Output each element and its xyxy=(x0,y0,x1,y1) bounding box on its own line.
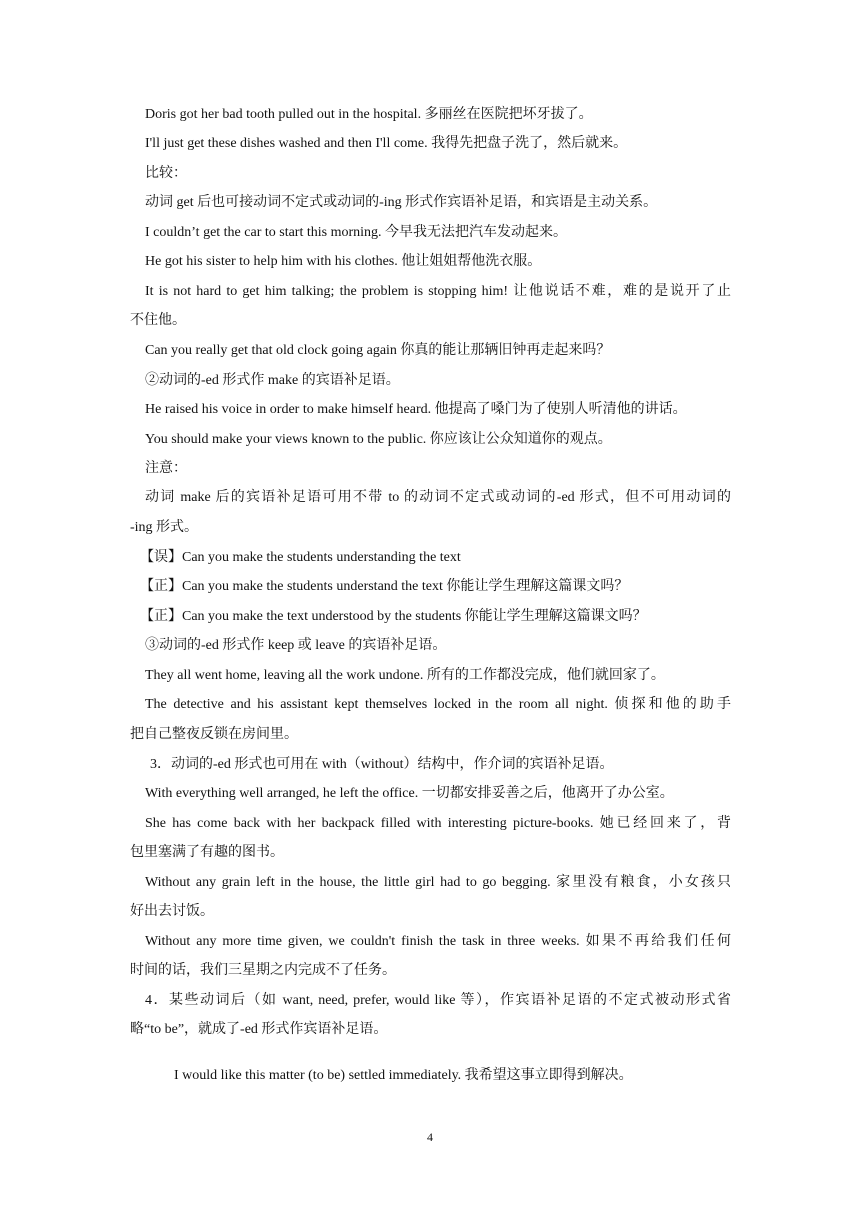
text-line: Without any grain left in the house, the little girl had to go begging. 家里没有粮食，小女孩只 xyxy=(145,875,731,890)
text-line: 时间的话，我们三星期之内完成不了任务。 xyxy=(130,963,396,978)
text-line: The detective and his assistant kept themselves locked in the room all night. 侦探和他的助手 xyxy=(145,697,731,712)
text-line: You should make your views known to the public. 你应该让公众知道你的观点。 xyxy=(145,432,612,447)
text-line: -ing 形式。 xyxy=(130,520,199,535)
text-line: 不住他。 xyxy=(130,313,186,328)
text-line: I couldn’t get the car to start this morning. 今早我无法把汽车发动起来。 xyxy=(145,225,568,240)
text-line: Without any more time given, we couldn't finish the task in three weeks. 如果不再给我们任何 xyxy=(145,934,731,949)
page-number: 4 xyxy=(427,1130,433,1144)
text-line: 好出去讨饭。 xyxy=(130,904,214,919)
text-line: 3．动词的-ed 形式也可用在 with（without）结构中，作介词的宾语补足语。 xyxy=(150,757,614,772)
text-line: ②动词的-ed 形式作 make 的宾语补足语。 xyxy=(145,373,400,388)
text-line: I would like this matter (to be) settled immediately. 我希望这事立即得到解决。 xyxy=(174,1068,633,1083)
text-line: 【正】Can you make the students understand the text 你能让学生理解这篇课文吗？ xyxy=(140,579,629,594)
text-line: 注意： xyxy=(145,461,187,476)
text-line: 动词 make 后的宾语补足语可用不带 to 的动词不定式或动词的-ed 形式，但不可用动词的 xyxy=(145,490,731,505)
text-line: 比较： xyxy=(145,166,187,181)
text-line: 包里塞满了有趣的图书。 xyxy=(130,845,284,860)
text-line: It is not hard to get him talking; the problem is stopping him! 让他说话不难，难的是说开了止 xyxy=(145,284,731,299)
text-line: 【误】Can you make the students understanding the text xyxy=(140,550,461,565)
text-line: 把自己整夜反锁在房间里。 xyxy=(130,727,298,742)
text-line: ③动词的-ed 形式作 keep 或 leave 的宾语补足语。 xyxy=(145,638,447,653)
text-line: 动词 get 后也可接动词不定式或动词的-ing 形式作宾语补足语，和宾语是主动关系。 xyxy=(145,195,658,210)
text-line: 4．某些动词后（如 want, need, prefer, would like 等），作宾语补足语的不定式被动形式省 xyxy=(145,993,731,1008)
text-line: She has come back with her backpack filled with interesting picture-books. 她已经回来了，背 xyxy=(145,816,731,831)
text-line: They all went home, leaving all the work undone. 所有的工作都没完成，他们就回家了。 xyxy=(145,668,665,683)
text-line: Doris got her bad tooth pulled out in the hospital. 多丽丝在医院把坏牙拔了。 xyxy=(145,107,593,122)
text-line: 【正】Can you make the text understood by the students 你能让学生理解这篇课文吗？ xyxy=(140,609,647,624)
text-line: With everything well arranged, he left the office. 一切都安排妥善之后，他离开了办公室。 xyxy=(145,786,674,801)
text-line: I'll just get these dishes washed and then I'll come. 我得先把盘子洗了，然后就来。 xyxy=(145,136,628,151)
text-line: He raised his voice in order to make himself heard. 他提高了嗓门为了使别人听清他的讲话。 xyxy=(145,402,687,417)
text-line: 略“to be”，就成了-ed 形式作宾语补足语。 xyxy=(130,1022,388,1037)
text-line: Can you really get that old clock going again 你真的能让那辆旧钟再走起来吗？ xyxy=(145,343,611,358)
text-line: He got his sister to help him with his clothes. 他让姐姐帮他洗衣服。 xyxy=(145,254,542,269)
